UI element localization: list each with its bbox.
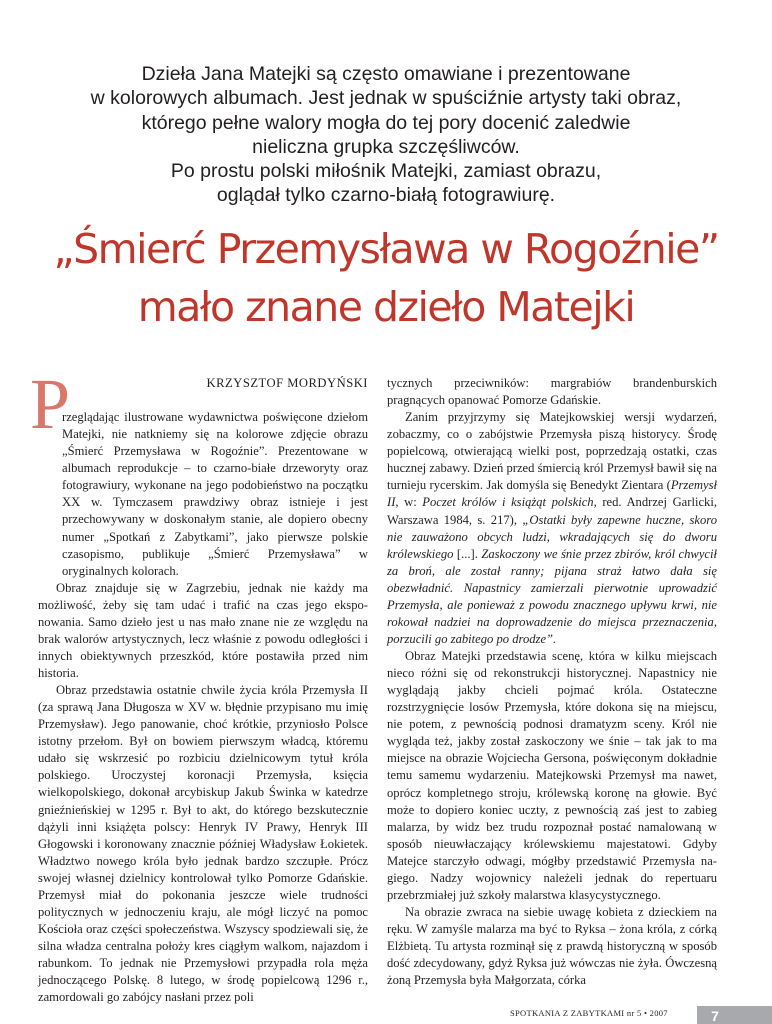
quotation: Zaskoczony we śnie przez zbirów, król chwycił za broń, ale został ranny; pijana straż łatwo dała się obezwładnić. Napastnicy zamierzali pierwotnie uprowadzić Przemysła, ale ponieważ z powodu znacznego upływu krwi, nie rokował nadziei na doprowadzenie do miejsca przeznaczenia, porzucili go zabitego po drodze”. bbox=[387, 546, 717, 646]
page-number-box bbox=[697, 1006, 772, 1024]
article-paragraph: Obraz przedstawia ostatnie chwile życia króla Przemysła II (za sprawą Jana Długosza w XV w. błędnie przypisano mu imię Przemysław). Jego panowanie, choć krótkie, przyniosło Polsce istotny przełom. Był on bowiem pierwszym władcą, któremu udało się wskrzesić po rozbiciu dzielnicowym tytuł króla polskiego. Uroczystej koronacji Przemysła, księcia wielkopolskiego, dokonał arcybiskup Jakub Świnka w katedrze gnieźnieńskiej w 1295 r. Był to akt, do którego bezskutecznie dążyli inni książęta polscy: Henryk IV Prawy, Henryk III Głogowski i koronowany znacznie później Władysław Łokietek. Władztwo nowego króla było jednak bardzo szczupłe. Prócz swojej własnej dzielnicy kontrolował tylko Pomorze Gdańskie. Przemysł miał do pokonania jeszcze wiele trudności politycznych w jednoczeniu kraju, ale mógł liczyć na pomoc Kościoła oraz części społeczeństwa. Wszyscy spodziewali się, że silna władza centralna położy kres ciągłym walkom, najazdom i rabunkom. To jednak nie Przemysłowi przypadła rola męża jednoczącego Polskę. 8 lutego, w środę popielcową 1296 r., zamordowali go zabójcy nasłani przez poli bbox=[38, 683, 368, 1005]
lead-line: oglądał tylko czarno-białą fotograwiurę. bbox=[216, 184, 556, 207]
lead-line: nieliczna grupka szczęśliwców. bbox=[252, 135, 520, 158]
text-run: Zanim przyjrzymy się Matejkowskiej wersji wydarzeń, zobaczmy, co o zabójstwie Przemysła piszą historycy. Środę popielcową, otwierającą wielki post, poprzedzają ostatki, czas hucznej zabawy. Dzień przed śmiercią król Przemysł bawił się na turnieju rycerskim. Jak domyśla się Benedykt Zientara ( bbox=[387, 410, 717, 493]
text-run: , red. Andrzej Garlicki, Warszawa 1984, s. 217), bbox=[387, 495, 717, 527]
article-paragraph: Obraz Matejki przedstawia scenę, która w kilku miejscach nieco różni się od rekonstrukcji historycznej. Napastnicy nie wyglądają jakby chcieli pojmać króla. Ostateczne rozstrzygnięcie losów Przemysła, które dokona się na miejscu, nie potem, z pewnością podnosi dramatyzm sceny. Król nie wygląda też, jakby został zaskoczony we śnie – tak jak to ma miejsce na obrazie Wojciecha Gersona, poświęconym dokładnie temu samemu wydarzeniu. Matejkowski Przemysł ma nawet, oprócz kompletnego stroju, królewską koronę na głowie. Być może to dopiero koniec uczty, z pewnością zaś jest to zabieg malarza, by widz bez trudu rozpoznał postać namalowaną w sposób nieuwłaczający królewskiemu majestatowi. Gdyby Matejce starczyło odwagi, mógłby przedstawić Przemysła nagiego. Nadzy wojownicy należeli jednak do repertuaru przebrzmiałej już szkoły malarstwa klasycystycznego. bbox=[387, 649, 717, 902]
lead-line: w kolorowych albumach. Jest jednak w spuściźnie artysty taki obraz, bbox=[90, 87, 682, 110]
drop-cap: P bbox=[30, 364, 71, 444]
magazine-name: SPOTKANIA Z ZABYTKAMI nr 5 • 2007 bbox=[510, 1008, 668, 1018]
text-run: , w: bbox=[395, 495, 423, 510]
title-line-2: mało znane dzieło Matejki bbox=[137, 283, 635, 331]
quotation: „Ostatki były zapewne huczne, skoro nie zauważono obcych ludzi, wkradających się do dworu królewskiego bbox=[387, 512, 717, 561]
article-column-right bbox=[387, 375, 717, 989]
lead-paragraph bbox=[40, 62, 732, 208]
lead-line: Dzieła Jana Matejki są często omawiane i prezentowane bbox=[141, 63, 631, 85]
text-run: [...]. bbox=[453, 546, 482, 561]
article-paragraph: tycznych przeciwników: margrabiów brandenburskich pragnących opanować Pomorze Gdańskie. bbox=[387, 376, 717, 408]
title-line-1: „Śmierć Przemysława w Rogoźnie” bbox=[53, 225, 719, 273]
lead-line: którego pełne walory mogła do tej pory docenić zaledwie bbox=[141, 111, 631, 134]
book-title: Przemysł II bbox=[387, 478, 717, 510]
page-footer bbox=[0, 1010, 772, 1024]
article-column-left bbox=[38, 375, 368, 1006]
page-number: 7 bbox=[711, 1008, 719, 1024]
article-paragraph: Obraz znajduje się w Zagrzebiu, jednak nie każdy ma możliwość, żeby się tam udać i trafić na czas jego eksponowania. Samo dzieło jest u nas mało znane nie ze względu na brak walorów artystycznych, lecz właśnie z powodu odległości i innych obiektywnych przeszkód, które postawiła przed nim historia. bbox=[38, 580, 368, 680]
article-paragraph: rzeglądając ilustrowane wydawnictwa poświęcone dziełom Matejki, nie natkniemy się na kolorowe zdjęcie obrazu „Śmierć Przemysława w Rogoźnie”. Prezentowane w albumach reprodukcje – to czarno-białe drzeworyty oraz fotograwiury, wykonane na jego podobieństwo na początku XX w. Tymczasem prawdziwy obraz istnieje i jest przechowywany w doskonałym stanie, ale dopiero obecny numer „Spotkań z Zabytkami”, jako pierwsze polskie czasopismo, publikuje „Śmierć Przemysława” w oryginalnych kolorach. bbox=[62, 410, 368, 578]
article-paragraph bbox=[387, 409, 717, 648]
author-byline: KRZYSZTOF MORDYŃSKI bbox=[206, 376, 368, 390]
lead-line: Po prostu polski miłośnik Matejki, zamiast obrazu, bbox=[170, 160, 602, 183]
article-paragraph: Na obrazie zwraca na siebie uwagę kobieta z dzieckiem na ręku. W zamyśle malarza ma być to Ryksa – żona króla, z córką Elżbietą. Tu artysta rozminął się z prawdą historyczną w sposób dość zdecydowany, gdyż Ryksa już wówczas nie żyła. Ówczesną żoną Przemysła była Małgorzata, córka bbox=[387, 904, 717, 988]
article-title bbox=[20, 220, 752, 336]
book-title: Poczet królów i książąt polskich bbox=[422, 495, 594, 510]
